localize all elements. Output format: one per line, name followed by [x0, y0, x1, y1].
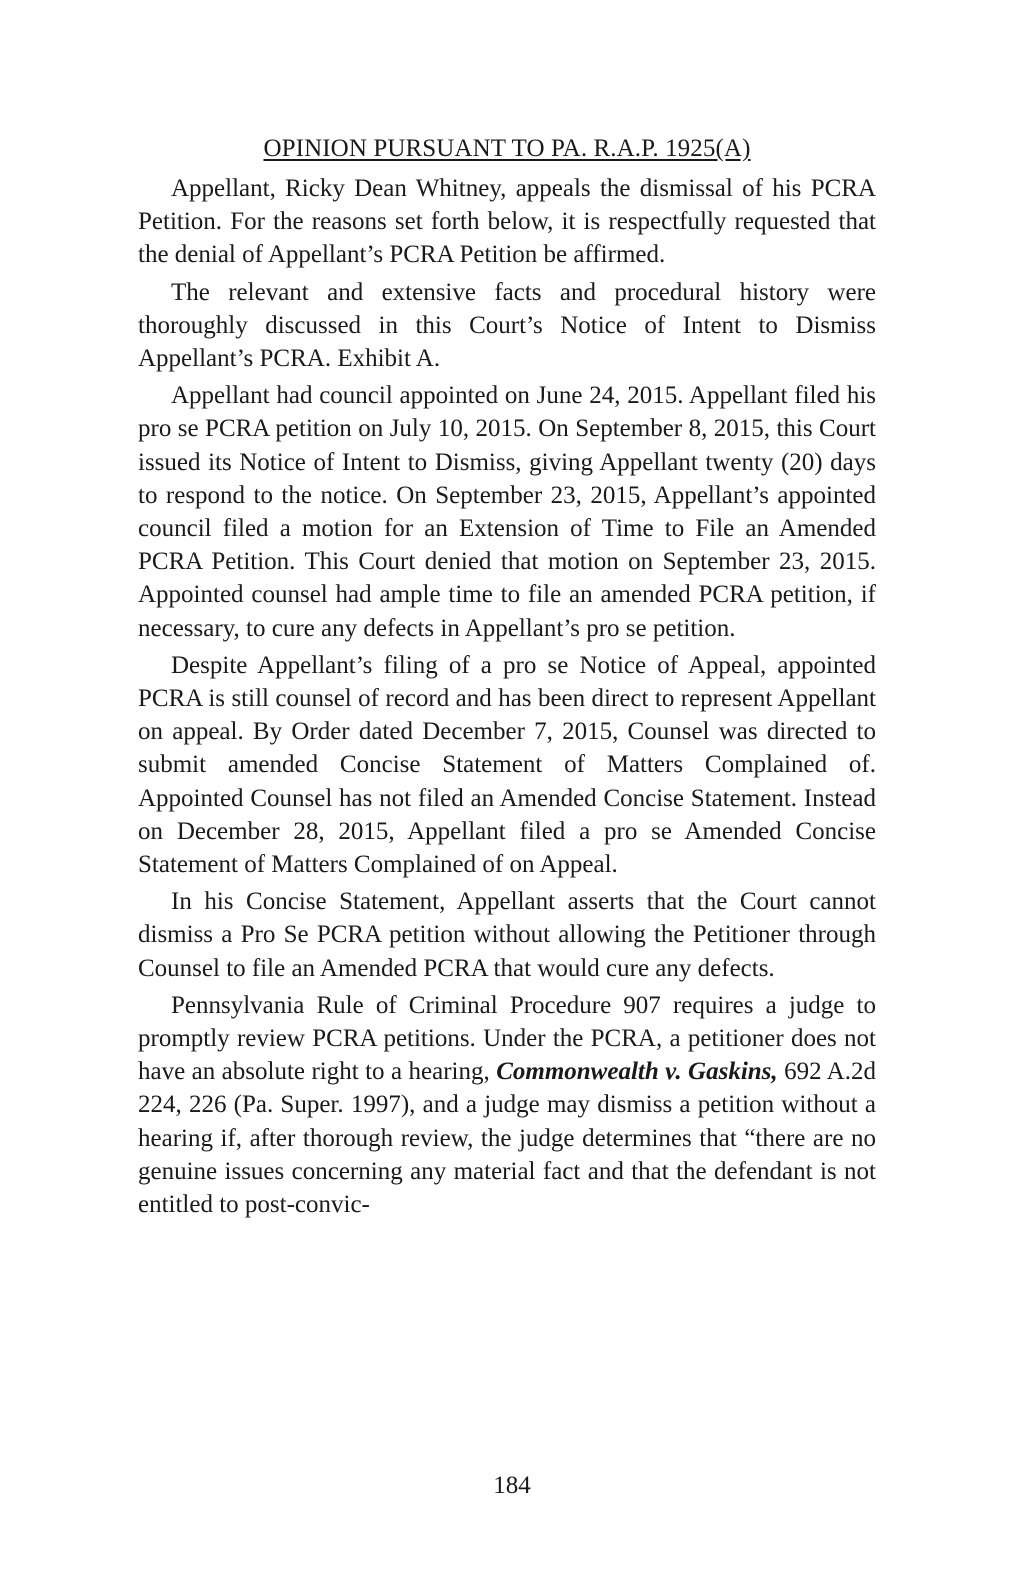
paragraph-facts-history: The relevant and extensive facts and procedural history were thoroughly discussed in this Court’s Notice of Intent to Dismiss Appellant’s PCRA. Exhibit A. — [138, 278, 876, 373]
rule-907-text-before-citation: Pennsylvania Rule of Criminal Procedure 907 requires a judge to promptly review PCRA petitions. Under the PCRA, a petitioner does not have an absolute right to a hearing, — [138, 991, 876, 1086]
rule-907-text-after-citation: 692 A.2d 224, 226 (Pa. Super. 1997), and a judge may dismiss a petition without a hearing if, after thorough review, the judge determines that “there are no genuine issues concerning any material fact and that the defendant is not entitled to post-convic- — [138, 1058, 876, 1219]
opinion-heading: OPINION PURSUANT TO PA. R.A.P. 1925(A) — [263, 135, 751, 162]
paragraph-rule-907 — [138, 989, 876, 1221]
paragraph-concise-statement: In his Concise Statement, Appellant asserts that the Court cannot dismiss a Pro Se PCRA petition without allowing the Petitioner through Counsel to file an Amended PCRA that would cure any defects. — [138, 888, 876, 982]
paragraph-procedural-timeline: Appellant had council appointed on June 24, 2015. Appellant filed his pro se PCRA petition on July 10, 2015. On September 8, 2015, this Court issued its Notice of Intent to Dismiss, giving Appellant twenty (20) days to respond to the notice. On September 23, 2015, Appellant’s appointed council filed a motion for an Extension of Time to File an Amended PCRA Petition. This Court denied that motion on September 23, 2015. Appointed counsel had ample time to file an amended PCRA petition, if necessary, to cure any defects in Appellant’s pro se petition. — [138, 382, 876, 642]
page-number: 184 — [493, 1472, 531, 1499]
case-citation-name: Commonwealth v. Gaskins, — [496, 1058, 778, 1086]
paragraph-appeal-summary: Appellant, Ricky Dean Whitney, appeals the dismissal of his PCRA Petition. For the reasons set forth below, it is respectfully requested that the denial of Appellant’s PCRA Petition be affirmed. — [138, 175, 876, 269]
paragraph-counsel-of-record: Despite Appellant’s filing of a pro se Notice of Appeal, appointed PCRA is still counsel of record and has been direct to represent Appellant on appeal. By Order dated December 7, 2015, Counsel was directed to submit amended Concise Statement of Matters Complained of. Appointed Counsel has not filed an Amended Concise Statement. Instead on December 28, 2015, Appellant filed a pro se Amended Concise Statement of Matters Complained of on Appeal. — [138, 651, 876, 879]
document-page — [138, 132, 876, 1225]
